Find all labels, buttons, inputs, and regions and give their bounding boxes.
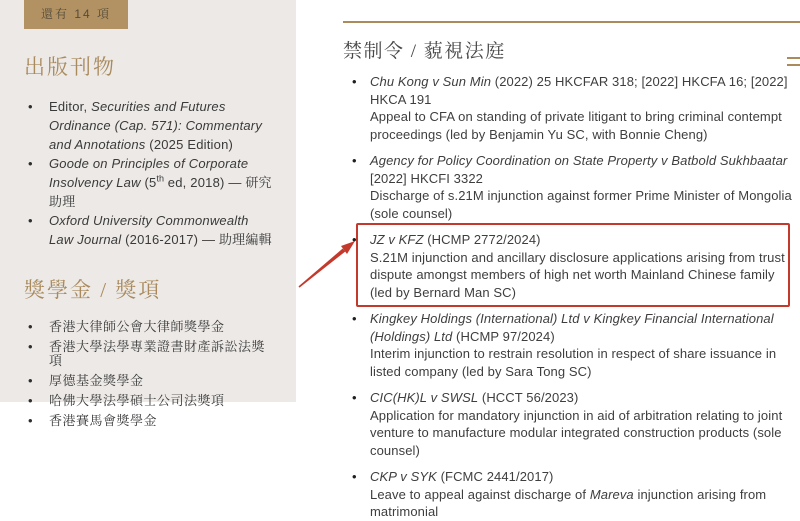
main-content <box>343 0 800 519</box>
case-title: • Kingkey Holdings (International) Ltd v Kingkey Financial International (Holdings) Ltd (HCMP 97/2024) <box>370 311 774 344</box>
case-item <box>343 468 792 521</box>
award-item: • 哈佛大學法學碩士公司法獎項 <box>28 394 276 408</box>
award-item: • 厚德基金獎學金 <box>28 374 276 388</box>
case-item <box>343 389 792 459</box>
award-item: • 香港大學法學專業證書財產訴訟法獎項 <box>28 340 276 368</box>
case-description: Application for mandatory injunction in aid of arbitration relating to joint venture to manufacture modular integrated construction products (sole counsel) <box>370 407 783 458</box>
annotation-arrow-icon <box>297 234 359 290</box>
case-title: • JZ v KFZ (HCMP 2772/2024) <box>370 232 541 247</box>
case-description: Appeal to CFA on standing of private litigant to bring criminal contempt proceedings (led by Benjamin Yu SC, with Bonnie Cheng) <box>370 109 782 142</box>
case-title: • CIC(HK)L v SWSL (HCCT 56/2023) <box>370 390 579 405</box>
section-header <box>343 36 800 63</box>
section-divider <box>343 21 800 23</box>
publications-heading: 出版刊物 <box>24 55 116 79</box>
publication-item: • Goode on Principles of Corporate Insolvency Law (5th ed, 2018) — 研究助理 <box>28 154 276 211</box>
awards-list <box>24 320 276 428</box>
case-title: • CKP v SYK (FCMC 2441/2017) <box>370 469 554 484</box>
case-item <box>343 152 792 222</box>
case-item <box>343 73 792 143</box>
award-item: • 香港大律師公會大律師獎學金 <box>28 320 276 334</box>
case-description: Leave to appeal against discharge of Mareva injunction arising from matrimonial <box>370 486 767 519</box>
sidebar <box>0 0 296 428</box>
case-title: • Agency for Policy Coordination on State Property v Batbold Sukhbaatar [2022] HKCFI 3322 <box>370 153 788 186</box>
case-description: Discharge of s.21M injunction against former Prime Minister of Mongolia (sole counsel) <box>370 188 792 221</box>
case-description: S.21M injunction and ancillary disclosure applications arising from trust dispute amongst members of high net worth Mainland Chinese family (led by Bernard Man SC) <box>370 249 785 300</box>
show-more-button[interactable]: 還有 14 項 <box>24 0 128 29</box>
case-description: Interim injunction to restrain resolution in respect of share issuance in listed company (led by Sara Tong SC) <box>370 346 777 379</box>
case-title: • Chu Kong v Sun Min (2022) 25 HKCFAR 318; [2022] HKCFA 16; [2022] HKCA 191 <box>370 74 788 107</box>
publication-item: • Editor, Securities and Futures Ordinance (Cap. 571): Commentary and Annotations (2025 Edition) <box>28 97 276 154</box>
publication-item: • Oxford University Commonwealth Law Journal (2016-2017) — 助理編輯 <box>28 211 276 249</box>
cases-list <box>343 73 800 521</box>
awards-heading: 獎學金 / 獎項 <box>24 278 162 302</box>
section-title: 禁制令 / 藐視法庭 <box>343 41 506 62</box>
award-item: • 香港賽馬會獎學金 <box>28 414 276 428</box>
collapse-icon[interactable] <box>787 57 800 66</box>
case-item <box>343 231 792 301</box>
publications-list <box>24 97 276 249</box>
case-item <box>343 310 792 380</box>
